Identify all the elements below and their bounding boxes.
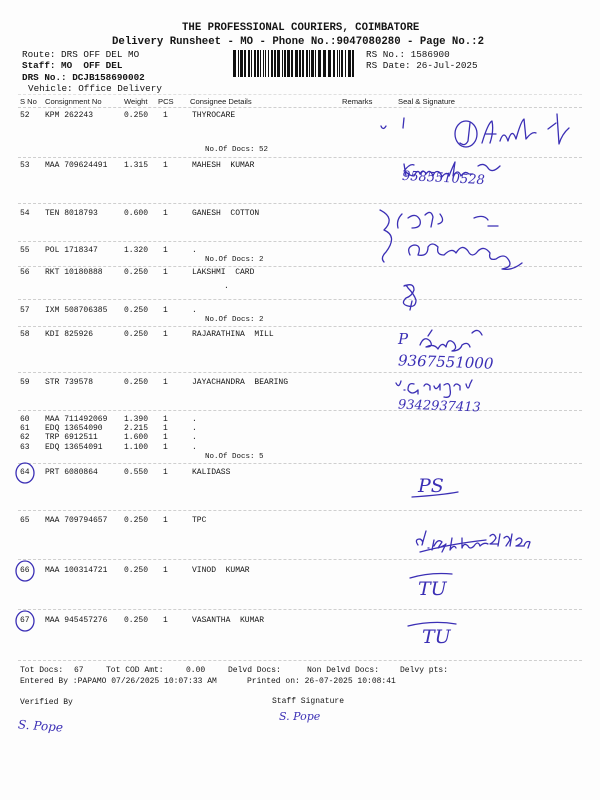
runsheet-row: [0, 247, 600, 257]
row-pieces: 1: [163, 161, 168, 170]
row-weight: 0.250: [124, 268, 149, 277]
barcode-bar: [284, 50, 286, 77]
barcode-bar: [260, 50, 261, 77]
barcode-bar: [299, 50, 301, 77]
row-pieces: 1: [163, 566, 168, 575]
consignee-address: .: [224, 282, 229, 291]
row-separator: [18, 609, 582, 610]
consignee-name: JAYACHANDRA BEARING: [192, 378, 289, 387]
runsheet-row: [0, 469, 600, 479]
runsheet-row: [0, 567, 600, 577]
row-serial-number: 60: [20, 415, 30, 424]
row-serial-number: 55: [20, 246, 30, 255]
tot-cod-label: Tot COD Amt:: [106, 666, 164, 675]
runsheet-row: [0, 307, 600, 317]
barcode-bar: [348, 50, 351, 77]
row-pieces: 1: [163, 443, 168, 452]
row-pieces: 1: [163, 433, 168, 442]
consignee-name: VASANTHA KUMAR: [192, 616, 265, 625]
barcode-bar: [315, 50, 316, 77]
consignment-number: POL 1718347: [45, 246, 98, 255]
row-67-handwritten-initials: TU: [422, 626, 451, 648]
row-pieces: 1: [163, 424, 168, 433]
row-pieces: 1: [163, 616, 168, 625]
barcode-bar: [265, 50, 266, 77]
row-serial-number: 67: [20, 616, 30, 625]
consignment-number: MAA 100314721: [45, 566, 108, 575]
row-serial-number: 54: [20, 209, 30, 218]
row-pieces: 1: [163, 246, 168, 255]
staff-signature-label: Staff Signature: [272, 697, 345, 706]
col-remarks: Remarks: [342, 97, 373, 106]
row-serial-number: 63: [20, 443, 30, 452]
barcode-bar: [306, 50, 308, 77]
barcode-bar: [268, 50, 269, 77]
row-pieces: 1: [163, 268, 168, 277]
runsheet-row: [0, 112, 600, 122]
row-separator: [18, 157, 582, 158]
runsheet-row: [0, 210, 600, 220]
barcode-bar: [333, 50, 335, 77]
consignee-name: .: [192, 443, 197, 452]
consignee-name: KALIDASS: [192, 468, 231, 477]
consignment-number: KPM 262243: [45, 111, 94, 120]
row-separator: [18, 510, 582, 511]
consignment-number: MAA 709794657: [45, 516, 108, 525]
row-weight: 0.600: [124, 209, 149, 218]
consignment-number: IXM 508706385: [45, 306, 108, 315]
row-weight: 0.550: [124, 468, 149, 477]
consignment-number: MAA 945457276: [45, 616, 108, 625]
barcode-bar: [302, 50, 304, 77]
row-weight: 1.600: [124, 433, 149, 442]
row-weight: 1.320: [124, 246, 149, 255]
staff-signature: S. Pope: [279, 710, 321, 723]
row-weight: 0.250: [124, 330, 149, 339]
row-53-handwritten-phone: 9585510528: [401, 168, 486, 189]
verified-by-label: Verified By: [20, 698, 73, 707]
consignee-name: GANESH COTTON: [192, 209, 260, 218]
printed-on: Printed on: 26-07-2025 10:08:41: [247, 677, 396, 686]
barcode-bar: [341, 50, 343, 77]
rs-number: RS No.: 1586900: [366, 49, 450, 60]
delvy-pts-label: Delvy pts:: [400, 666, 449, 675]
runsheet-row: [0, 269, 600, 279]
row-weight: 0.250: [124, 111, 149, 120]
row-66-handwritten-initials: TU: [418, 578, 447, 600]
consignee-name: VINOD KUMAR: [192, 566, 250, 575]
route-info: Route: DRS OFF DEL MO: [22, 49, 140, 60]
barcode-bar: [337, 50, 338, 77]
row-separator: [18, 410, 582, 411]
col-sno: S No: [20, 97, 37, 106]
barcode-bar: [238, 50, 239, 77]
entered-by: Entered By :PAPAMO 07/26/2025 10:07:33 AM: [20, 677, 217, 686]
row-separator: [18, 326, 582, 327]
barcode-bar: [287, 50, 290, 77]
row-separator: [18, 463, 582, 464]
staff-info: Staff: MO OFF DEL: [22, 60, 123, 71]
runsheet-row: [0, 331, 600, 341]
col-consignee: Consignee Details: [190, 97, 252, 106]
consignee-name: MAHESH KUMAR: [192, 161, 255, 170]
row-separator: [18, 266, 582, 267]
row-weight: 0.250: [124, 516, 149, 525]
barcode-bar: [345, 50, 346, 77]
barcode-bar: [328, 50, 331, 77]
consignment-number: MAA 709624491: [45, 161, 108, 170]
consignment-number: STR 739578: [45, 378, 94, 387]
barcode-bar: [282, 50, 283, 77]
row-pieces: 1: [163, 306, 168, 315]
row-weight: 0.250: [124, 566, 149, 575]
barcode-bar: [339, 50, 340, 77]
row-serial-number: 57: [20, 306, 30, 315]
row-serial-number: 56: [20, 268, 30, 277]
verified-by-signature: S. Pope: [17, 717, 64, 735]
row-serial-number: 53: [20, 161, 30, 170]
row-weight: 1.100: [124, 443, 149, 452]
rs-date: RS Date: 26-Jul-2025: [366, 60, 478, 71]
consignment-number: EDQ 13654091: [45, 443, 103, 452]
docs-count-note: No.Of Docs: 2: [205, 256, 264, 264]
row-weight: 0.250: [124, 616, 149, 625]
consignee-name: THYROCARE: [192, 111, 236, 120]
signature-row-65: [416, 531, 530, 552]
row-separator: [18, 107, 582, 108]
docs-count-note: No.Of Docs: 5: [205, 453, 264, 461]
barcode-bar: [291, 50, 293, 77]
barcode-bar: [251, 50, 252, 77]
barcode-bar: [274, 50, 276, 77]
consignment-number: TEN 8018793: [45, 209, 98, 218]
runsheet-row: [0, 517, 600, 527]
consignee-name: TPC: [192, 516, 207, 525]
tot-cod-value: 0.00: [186, 666, 206, 675]
barcode: [233, 50, 358, 77]
runsheet-subtitle: Delivery Runsheet - MO - Phone No.:9047080280 - Page No.:2: [112, 36, 484, 48]
row-serial-number: 52: [20, 111, 30, 120]
row-separator: [18, 203, 582, 204]
tot-docs-label: Tot Docs:: [20, 666, 64, 675]
barcode-bar: [318, 50, 321, 77]
consignment-number: KDI 825926: [45, 330, 94, 339]
tot-docs-value: 67: [74, 666, 84, 675]
row-separator: [18, 372, 582, 373]
docs-count-note: No.Of Docs: 2: [205, 316, 264, 324]
delvd-docs-label: Delvd Docs:: [228, 666, 281, 675]
consignment-number: PRT 6080864: [45, 468, 98, 477]
row-weight: 2.215: [124, 424, 149, 433]
barcode-bar: [254, 50, 256, 77]
runsheet-row: [0, 617, 600, 627]
header-top-rule: [18, 94, 582, 95]
row-serial-number: 58: [20, 330, 30, 339]
consignment-number: MAA 711492069: [45, 415, 108, 424]
barcode-bar: [323, 50, 326, 77]
row-pieces: 1: [163, 330, 168, 339]
consignee-name: .: [192, 306, 197, 315]
consignee-name: .: [192, 415, 197, 424]
consignment-number: EDQ 13654090: [45, 424, 103, 433]
docs-count-note: No.Of Docs: 52: [205, 146, 269, 154]
barcode-bar: [248, 50, 250, 77]
barcode-bar: [352, 50, 354, 77]
consignee-name: .: [192, 433, 197, 442]
runsheet-row: [0, 379, 600, 389]
footer-rule: [18, 660, 582, 661]
row-serial-number: 64: [20, 468, 30, 477]
row-separator: [18, 241, 582, 242]
col-consignment: Consignment No: [45, 97, 102, 106]
row-separator: [18, 299, 582, 300]
barcode-bar: [240, 50, 243, 77]
consignee-name: .: [192, 424, 197, 433]
non-delvd-docs-label: Non Delvd Docs:: [307, 666, 380, 675]
row-58-handwritten-phone: 9367551000: [397, 351, 494, 373]
row-weight: 0.250: [124, 378, 149, 387]
company-title: THE PROFESSIONAL COURIERS, COIMBATORE: [182, 22, 420, 34]
row-weight: 1.315: [124, 161, 149, 170]
row-serial-number: 62: [20, 433, 30, 442]
drs-number: DRS No.: DCJB158690002: [22, 72, 145, 83]
col-seal-signature: Seal & Signature: [398, 97, 455, 106]
runsheet-row: [0, 162, 600, 172]
consignment-number: RKT 10180888: [45, 268, 103, 277]
row-serial-number: 59: [20, 378, 30, 387]
barcode-bar: [244, 50, 246, 77]
consignee-name: RAJARATHINA MILL: [192, 330, 274, 339]
barcode-bar: [277, 50, 280, 77]
barcode-bar: [295, 50, 298, 77]
row-weight: 1.390: [124, 415, 149, 424]
row-pieces: 1: [163, 516, 168, 525]
row-serial-number: 66: [20, 566, 30, 575]
row-serial-number: 65: [20, 516, 30, 525]
row-64-handwritten-initials: PS: [418, 475, 444, 497]
row-59-handwritten-phone: 9342937413: [397, 397, 481, 416]
row-58-handwritten-initial: P: [398, 330, 409, 348]
consignment-number: TRP 6912511: [45, 433, 98, 442]
row-pieces: 1: [163, 468, 168, 477]
row-serial-number: 61: [20, 424, 30, 433]
runsheet-row: [0, 444, 600, 454]
row-pieces: 1: [163, 111, 168, 120]
col-weight: Weight: [124, 97, 148, 106]
row-pieces: 1: [163, 209, 168, 218]
barcode-bar: [271, 50, 273, 77]
barcode-bar: [233, 50, 236, 77]
col-pcs: PCS: [158, 97, 174, 106]
row-separator: [18, 559, 582, 560]
consignee-name: .: [192, 246, 197, 255]
barcode-bar: [309, 50, 310, 77]
vehicle-info: Vehicle: Office Delivery: [28, 83, 162, 94]
consignee-name: LAKSHMI CARD: [192, 268, 255, 277]
barcode-bar: [257, 50, 259, 77]
barcode-bar: [263, 50, 264, 77]
row-weight: 0.250: [124, 306, 149, 315]
barcode-bar: [311, 50, 314, 77]
row-pieces: 1: [163, 415, 168, 424]
row-pieces: 1: [163, 378, 168, 387]
